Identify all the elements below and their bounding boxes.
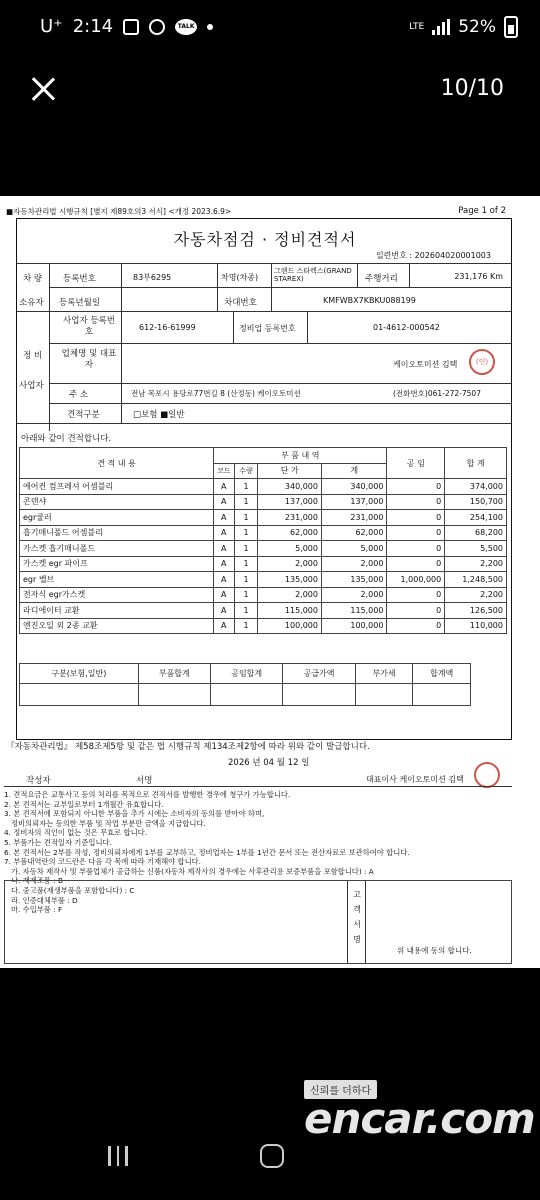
item-unit: 62,000	[258, 525, 322, 541]
note-line: 6. 본 견적서는 2부를 작성, 정비의뢰자에게 1부를 교부하고, 정비업자는 1부를 1년간 문서 또는 전산자료로 보관하여야 합니다.	[4, 847, 410, 857]
item-total: 254,100	[445, 510, 507, 526]
item-name: 가스켓 흡기매니폴드	[20, 541, 214, 557]
item-name: 전자식 egr가스켓	[20, 587, 214, 603]
table-row	[20, 587, 507, 603]
item-total: 5,500	[445, 541, 507, 557]
signal-icon	[432, 19, 450, 35]
item-labor: 0	[387, 479, 445, 495]
item-name: egr 밸브	[20, 572, 214, 588]
vehicle-section-label: 차 량	[23, 274, 43, 284]
model-value: 그랜드 스타렉스(GRAND STAREX)	[274, 267, 352, 283]
battery-percent: 52%	[458, 17, 496, 37]
summary-header: 공급가액	[283, 664, 355, 684]
writer-label: 작성자	[26, 776, 51, 786]
vin-label: 차대번호	[224, 298, 257, 308]
customer-confirm-box	[4, 880, 512, 964]
summary-table	[19, 663, 471, 706]
table-row	[20, 510, 507, 526]
item-qty: 1	[234, 618, 258, 634]
item-total: 68,200	[445, 525, 507, 541]
item-name: 라디에이터 교환	[20, 603, 214, 619]
note-line: 마. 수입부품 : F	[4, 905, 63, 915]
item-sum: 115,000	[321, 603, 386, 619]
divider	[357, 263, 358, 287]
item-sum: 340,000	[321, 479, 386, 495]
item-sum: 5,000	[321, 541, 386, 557]
sign-label: 서명	[136, 776, 153, 786]
note-line: 라. 인증대체부품 : D	[4, 895, 78, 905]
item-unit: 135,000	[258, 572, 322, 588]
table-row	[20, 525, 507, 541]
item-unit: 2,000	[258, 587, 322, 603]
company-name-label: 업체명 및 대표자	[61, 349, 117, 370]
item-total: 2,200	[445, 556, 507, 572]
table-row	[20, 618, 507, 634]
dot-icon	[207, 24, 213, 30]
item-labor: 0	[387, 541, 445, 557]
col-unit: 단 가	[258, 463, 322, 479]
item-sum: 2,000	[321, 556, 386, 572]
alarm-icon	[149, 19, 165, 35]
item-sum: 231,000	[321, 510, 386, 526]
note-line: 3. 본 견적서에 포함되지 아니한 부품을 추가 시에는 소비자의 동의를 받아야 하며,	[4, 809, 265, 819]
item-labor: 0	[387, 587, 445, 603]
estimate-items-table	[19, 447, 507, 634]
divider	[365, 881, 366, 963]
col-total: 합 계	[445, 448, 507, 479]
divider	[347, 881, 348, 963]
item-unit: 340,000	[258, 479, 322, 495]
item-labor: 0	[387, 556, 445, 572]
home-icon[interactable]	[260, 1144, 284, 1168]
shop-reg-value: 01-4612-000542	[373, 323, 440, 332]
ceo-seal	[474, 762, 500, 788]
biz-no-label: 사업자 등록번호	[63, 316, 115, 337]
item-qty: 1	[234, 603, 258, 619]
summary-header: 구분(보험,일반)	[20, 664, 139, 684]
item-qty: 1	[234, 479, 258, 495]
document-frame	[16, 218, 512, 740]
address-label: 주 소	[69, 390, 89, 400]
customer-agree: 위 내용에 동의 합니다.	[397, 946, 472, 955]
customer-confirm-label: 고객서명	[353, 890, 361, 944]
item-labor: 0	[387, 494, 445, 510]
divider	[49, 287, 511, 288]
item-labor: 0	[387, 618, 445, 634]
battery-icon	[504, 16, 518, 38]
item-code: A	[214, 556, 235, 572]
item-code: A	[214, 525, 235, 541]
business-section-label: 정 비	[23, 351, 43, 361]
col-content: 견 적 내 용	[20, 448, 214, 479]
summary-cell	[20, 684, 139, 706]
item-name: 콘덴샤	[20, 494, 214, 510]
estimate-document	[0, 196, 540, 968]
carrier-label: U⁺	[40, 16, 63, 37]
legal-statement: 『자동차관리법』 제58조제5항 및 같은 법 시행규칙 제134조제2항에 따라 위와 같이 발급합니다.	[6, 742, 370, 752]
col-labor: 공 임	[387, 448, 445, 479]
divider	[233, 311, 234, 343]
ceo-signature: 대표이사 케이오토미션 김택	[366, 775, 464, 784]
item-labor: 1,000,000	[387, 572, 445, 588]
divider	[49, 343, 511, 344]
note-line: 다. 중고품(재생부품을 포함합니다) : C	[4, 885, 135, 895]
serial-label: 일련번호 :	[375, 251, 413, 260]
item-total: 126,500	[445, 603, 507, 619]
item-qty: 1	[234, 525, 258, 541]
item-qty: 1	[234, 572, 258, 588]
summary-header: 부가세	[355, 664, 413, 684]
table-row	[20, 572, 507, 588]
divider	[271, 263, 272, 311]
close-icon[interactable]	[28, 74, 58, 104]
issue-date: 2026 년 04 월 12 일	[228, 758, 310, 768]
toast-tagline: 신뢰를 더하다	[304, 1080, 377, 1099]
item-name: 에어컨 컴프레셔 어셈블리	[20, 479, 214, 495]
item-sum: 62,000	[321, 525, 386, 541]
table-row	[20, 541, 507, 557]
item-name: 흡기매니폴드 어셈블리	[20, 525, 214, 541]
form-reference: ■자동차관리법 시행규칙 [별지 제89호의3 서식] <개정 2023.6.9>	[6, 207, 232, 216]
summary-cell	[413, 684, 471, 706]
company-seal: (인)	[469, 349, 495, 375]
col-parts: 부 품 내 역	[214, 448, 387, 464]
phone-value: (전화번호)061-272-7507	[393, 389, 481, 398]
serial-value: 202604020001003	[414, 251, 491, 260]
item-unit: 137,000	[258, 494, 322, 510]
image-icon	[123, 19, 139, 35]
note-line: 가. 자동차 제작사 및 부품업체가 공급하는 신품(자동차 제작사의 경우에는 사후관리용 보증부품을 포함합니다) : A	[4, 866, 374, 876]
col-code: 코드	[214, 463, 235, 479]
table-row	[20, 556, 507, 572]
item-qty: 1	[234, 587, 258, 603]
summary-cell	[283, 684, 355, 706]
item-total: 150,700	[445, 494, 507, 510]
divider	[307, 311, 308, 343]
intro-text: 아래와 같이 견적합니다.	[21, 434, 112, 444]
status-bar	[0, 0, 540, 56]
summary-cell	[138, 684, 210, 706]
divider	[409, 263, 410, 287]
divider	[17, 311, 511, 312]
item-qty: 1	[234, 556, 258, 572]
summary-cell	[355, 684, 413, 706]
item-qty: 1	[234, 494, 258, 510]
clock: 2:14	[72, 16, 114, 37]
network-type: LTE	[409, 21, 425, 32]
col-sum: 계	[321, 463, 386, 479]
item-name: 가스켓 egr 파이프	[20, 556, 214, 572]
item-sum: 135,000	[321, 572, 386, 588]
col-qty: 수량	[234, 463, 258, 479]
serial-number	[376, 250, 491, 261]
mileage-label: 주행거리	[365, 274, 398, 284]
item-code: A	[214, 541, 235, 557]
document-title: 자동차점검 · 정비견적서	[173, 230, 357, 249]
summary-header: 부품합계	[138, 664, 210, 684]
table-row	[20, 479, 507, 495]
model-label: 차명(차종)	[221, 273, 259, 282]
note-line: 나. 재제조품 : B	[4, 876, 63, 886]
item-labor: 0	[387, 603, 445, 619]
item-total: 2,200	[445, 587, 507, 603]
item-sum: 100,000	[321, 618, 386, 634]
note-line: 1. 견적요금은 교통사고 등의 처리를 목적으로 견적서를 발행한 경우에 청구가 가능합니다.	[4, 790, 291, 799]
reg-no-value: 83부6295	[133, 273, 172, 282]
item-code: A	[214, 494, 235, 510]
item-qty: 1	[234, 510, 258, 526]
divider	[217, 263, 218, 311]
summary-header: 합계액	[413, 664, 471, 684]
estimate-type-options: □보험 ■일반	[133, 410, 185, 420]
divider	[17, 263, 511, 264]
reg-date-label: 등록년월일	[59, 298, 101, 308]
note-line: 5. 부품가는 견적일자 기준입니다.	[4, 837, 112, 847]
item-unit: 115,000	[258, 603, 322, 619]
note-line: 7. 부품내역란의 코드란은 다음 각 목에 따라 기재해야 합니다.	[4, 857, 202, 867]
image-counter: 10/10	[440, 76, 504, 101]
divider	[17, 423, 511, 424]
note-line: 4. 정비자의 직인이 없는 것은 무효로 합니다.	[4, 828, 148, 838]
item-code: A	[214, 618, 235, 634]
owner-section-label: 소유자	[19, 298, 44, 308]
note-line: 2. 본 견적서는 교부일로부터 1개월간 유효합니다.	[4, 799, 164, 809]
address-value: 전남 목포시 용당로77번길 8 (산정동) 케이오토미션	[131, 389, 301, 398]
vin-value: KMFWBX7KBKU088199	[323, 296, 416, 305]
divider	[49, 403, 511, 404]
item-total: 110,000	[445, 618, 507, 634]
item-name: 엔진오일 외 2종 교환	[20, 618, 214, 634]
item-qty: 1	[234, 541, 258, 557]
reg-no-label: 등록번호	[63, 274, 96, 284]
item-code: A	[214, 572, 235, 588]
summary-cell	[211, 684, 283, 706]
item-unit: 2,000	[258, 556, 322, 572]
biz-no-value: 612-16-61999	[139, 323, 196, 332]
shop-reg-label: 정비업 등록번호	[239, 324, 296, 333]
item-labor: 0	[387, 525, 445, 541]
page-number: Page 1 of 2	[458, 206, 506, 216]
recent-apps-icon[interactable]	[108, 1146, 128, 1166]
company-name-value: 케이오토미션 김택	[393, 360, 458, 369]
note-line: 정비의뢰자는 동의한 부품 및 작업 부분만 금액을 지급합니다.	[4, 818, 206, 828]
encar-logo: encar.com	[304, 1094, 535, 1143]
divider	[49, 263, 50, 431]
item-code: A	[214, 587, 235, 603]
viewer-header	[0, 60, 540, 120]
business-section-label-2: 사업자	[19, 381, 44, 391]
item-unit: 5,000	[258, 541, 322, 557]
divider	[4, 786, 512, 787]
item-total: 1,248,500	[445, 572, 507, 588]
item-code: A	[214, 510, 235, 526]
table-row	[20, 603, 507, 619]
item-total: 374,000	[445, 479, 507, 495]
item-unit: 231,000	[258, 510, 322, 526]
estimate-type-label: 견적구분	[67, 410, 100, 420]
item-code: A	[214, 603, 235, 619]
item-name: egr쿨러	[20, 510, 214, 526]
summary-header: 공임합계	[211, 664, 283, 684]
item-unit: 100,000	[258, 618, 322, 634]
item-labor: 0	[387, 510, 445, 526]
item-code: A	[214, 479, 235, 495]
mileage-value: 231,176 Km	[454, 272, 503, 281]
item-sum: 2,000	[321, 587, 386, 603]
table-row	[20, 494, 507, 510]
talk-icon: TALK	[175, 19, 197, 35]
item-sum: 137,000	[321, 494, 386, 510]
divider	[49, 383, 511, 384]
